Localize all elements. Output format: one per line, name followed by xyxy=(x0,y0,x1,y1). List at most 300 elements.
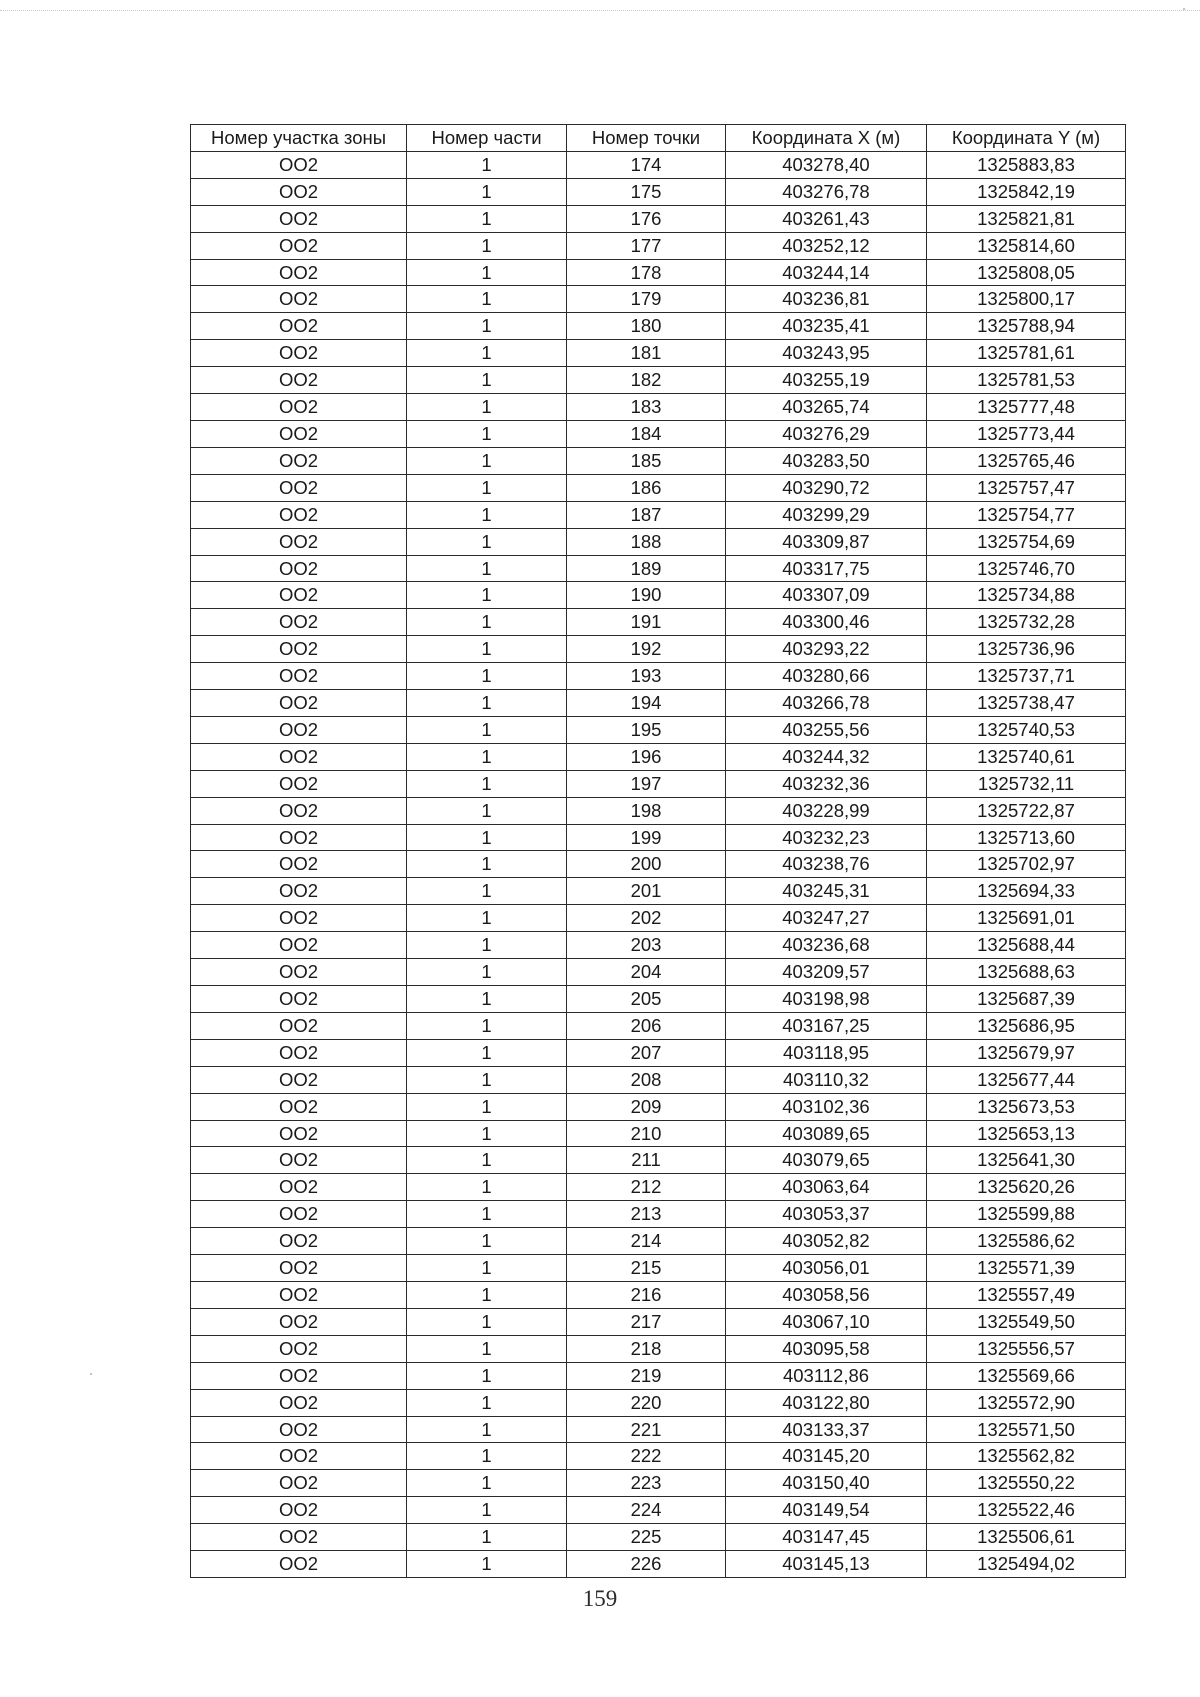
cell-part-number: 1 xyxy=(407,555,567,582)
cell-coordinate-x: 403167,25 xyxy=(726,1012,927,1039)
cell-zone-section: OO2 xyxy=(191,878,407,905)
cell-zone-section: OO2 xyxy=(191,636,407,663)
cell-coordinate-y: 1325506,61 xyxy=(927,1524,1126,1551)
cell-coordinate-y: 1325620,26 xyxy=(927,1174,1126,1201)
cell-part-number: 1 xyxy=(407,1228,567,1255)
cell-coordinate-x: 403067,10 xyxy=(726,1308,927,1335)
cell-coordinate-x: 403198,98 xyxy=(726,986,927,1013)
cell-coordinate-y: 1325569,66 xyxy=(927,1362,1126,1389)
cell-part-number: 1 xyxy=(407,1308,567,1335)
cell-zone-section: OO2 xyxy=(191,1174,407,1201)
cell-zone-section: OO2 xyxy=(191,1362,407,1389)
cell-point-number: 181 xyxy=(567,340,726,367)
cell-coordinate-x: 403276,29 xyxy=(726,420,927,447)
table-row xyxy=(191,1228,1126,1255)
cell-point-number: 185 xyxy=(567,447,726,474)
table-row xyxy=(191,1389,1126,1416)
cell-coordinate-y: 1325691,01 xyxy=(927,905,1126,932)
table-row xyxy=(191,367,1126,394)
coordinates-table xyxy=(190,124,1126,1578)
cell-coordinate-y: 1325599,88 xyxy=(927,1201,1126,1228)
cell-point-number: 226 xyxy=(567,1551,726,1578)
table-row xyxy=(191,743,1126,770)
cell-coordinate-y: 1325556,57 xyxy=(927,1335,1126,1362)
cell-coordinate-y: 1325808,05 xyxy=(927,259,1126,286)
cell-part-number: 1 xyxy=(407,1362,567,1389)
cell-part-number: 1 xyxy=(407,959,567,986)
cell-coordinate-y: 1325586,62 xyxy=(927,1228,1126,1255)
cell-coordinate-y: 1325722,87 xyxy=(927,797,1126,824)
cell-point-number: 219 xyxy=(567,1362,726,1389)
cell-coordinate-x: 403228,99 xyxy=(726,797,927,824)
cell-zone-section: OO2 xyxy=(191,851,407,878)
cell-part-number: 1 xyxy=(407,824,567,851)
cell-point-number: 222 xyxy=(567,1443,726,1470)
cell-point-number: 199 xyxy=(567,824,726,851)
cell-zone-section: OO2 xyxy=(191,420,407,447)
table-row xyxy=(191,340,1126,367)
cell-part-number: 1 xyxy=(407,582,567,609)
cell-point-number: 189 xyxy=(567,555,726,582)
cell-zone-section: OO2 xyxy=(191,447,407,474)
table-row xyxy=(191,1093,1126,1120)
cell-part-number: 1 xyxy=(407,1335,567,1362)
cell-coordinate-x: 403052,82 xyxy=(726,1228,927,1255)
cell-coordinate-y: 1325740,61 xyxy=(927,743,1126,770)
cell-coordinate-y: 1325754,69 xyxy=(927,528,1126,555)
cell-coordinate-y: 1325740,53 xyxy=(927,716,1126,743)
cell-point-number: 177 xyxy=(567,232,726,259)
cell-zone-section: OO2 xyxy=(191,1416,407,1443)
cell-point-number: 208 xyxy=(567,1066,726,1093)
cell-point-number: 196 xyxy=(567,743,726,770)
cell-zone-section: OO2 xyxy=(191,690,407,717)
cell-coordinate-y: 1325734,88 xyxy=(927,582,1126,609)
cell-part-number: 1 xyxy=(407,1281,567,1308)
cell-zone-section: OO2 xyxy=(191,1470,407,1497)
header-point-number: Номер точки xyxy=(567,125,726,152)
table-row xyxy=(191,1012,1126,1039)
cell-zone-section: OO2 xyxy=(191,1066,407,1093)
cell-part-number: 1 xyxy=(407,716,567,743)
cell-coordinate-x: 403122,80 xyxy=(726,1389,927,1416)
cell-coordinate-x: 403276,78 xyxy=(726,178,927,205)
cell-part-number: 1 xyxy=(407,1147,567,1174)
cell-point-number: 182 xyxy=(567,367,726,394)
cell-zone-section: OO2 xyxy=(191,1389,407,1416)
cell-point-number: 187 xyxy=(567,501,726,528)
cell-part-number: 1 xyxy=(407,932,567,959)
cell-point-number: 206 xyxy=(567,1012,726,1039)
cell-part-number: 1 xyxy=(407,474,567,501)
table-row xyxy=(191,1335,1126,1362)
table-row xyxy=(191,986,1126,1013)
cell-coordinate-x: 403232,36 xyxy=(726,770,927,797)
cell-part-number: 1 xyxy=(407,1201,567,1228)
cell-coordinate-y: 1325494,02 xyxy=(927,1551,1126,1578)
cell-coordinate-x: 403238,76 xyxy=(726,851,927,878)
scan-speck xyxy=(90,1373,92,1375)
cell-part-number: 1 xyxy=(407,797,567,824)
cell-coordinate-y: 1325814,60 xyxy=(927,232,1126,259)
cell-coordinate-x: 403089,65 xyxy=(726,1120,927,1147)
cell-zone-section: OO2 xyxy=(191,205,407,232)
scan-edge-line xyxy=(0,10,1200,11)
cell-coordinate-x: 403145,13 xyxy=(726,1551,927,1578)
cell-point-number: 220 xyxy=(567,1389,726,1416)
cell-part-number: 1 xyxy=(407,1551,567,1578)
table-row xyxy=(191,582,1126,609)
cell-coordinate-x: 403317,75 xyxy=(726,555,927,582)
cell-zone-section: OO2 xyxy=(191,1201,407,1228)
cell-point-number: 216 xyxy=(567,1281,726,1308)
table-row xyxy=(191,286,1126,313)
cell-coordinate-x: 403290,72 xyxy=(726,474,927,501)
cell-point-number: 197 xyxy=(567,770,726,797)
table-row xyxy=(191,797,1126,824)
cell-coordinate-y: 1325694,33 xyxy=(927,878,1126,905)
cell-coordinate-x: 403149,54 xyxy=(726,1497,927,1524)
cell-point-number: 205 xyxy=(567,986,726,1013)
table-row xyxy=(191,1524,1126,1551)
cell-point-number: 202 xyxy=(567,905,726,932)
cell-part-number: 1 xyxy=(407,1416,567,1443)
cell-zone-section: OO2 xyxy=(191,1228,407,1255)
table-row xyxy=(191,555,1126,582)
table-row xyxy=(191,878,1126,905)
table-body xyxy=(191,151,1126,1577)
cell-part-number: 1 xyxy=(407,905,567,932)
cell-coordinate-x: 403309,87 xyxy=(726,528,927,555)
cell-part-number: 1 xyxy=(407,851,567,878)
cell-part-number: 1 xyxy=(407,232,567,259)
cell-point-number: 191 xyxy=(567,609,726,636)
cell-point-number: 225 xyxy=(567,1524,726,1551)
cell-coordinate-x: 403063,64 xyxy=(726,1174,927,1201)
table-row xyxy=(191,447,1126,474)
cell-coordinate-x: 403293,22 xyxy=(726,636,927,663)
cell-zone-section: OO2 xyxy=(191,1120,407,1147)
cell-part-number: 1 xyxy=(407,770,567,797)
cell-coordinate-x: 403299,29 xyxy=(726,501,927,528)
table-row xyxy=(191,1497,1126,1524)
cell-coordinate-y: 1325713,60 xyxy=(927,824,1126,851)
cell-coordinate-y: 1325550,22 xyxy=(927,1470,1126,1497)
table-row xyxy=(191,501,1126,528)
cell-part-number: 1 xyxy=(407,1039,567,1066)
table-row xyxy=(191,1147,1126,1174)
table-row xyxy=(191,1174,1126,1201)
table-row xyxy=(191,609,1126,636)
table-row xyxy=(191,959,1126,986)
cell-zone-section: OO2 xyxy=(191,770,407,797)
table-row xyxy=(191,1416,1126,1443)
cell-coordinate-x: 403261,43 xyxy=(726,205,927,232)
cell-part-number: 1 xyxy=(407,1497,567,1524)
cell-zone-section: OO2 xyxy=(191,582,407,609)
table-row xyxy=(191,1281,1126,1308)
table-row xyxy=(191,1443,1126,1470)
cell-part-number: 1 xyxy=(407,528,567,555)
cell-coordinate-y: 1325800,17 xyxy=(927,286,1126,313)
cell-coordinate-y: 1325738,47 xyxy=(927,690,1126,717)
cell-coordinate-y: 1325688,63 xyxy=(927,959,1126,986)
cell-coordinate-y: 1325702,97 xyxy=(927,851,1126,878)
cell-coordinate-y: 1325571,39 xyxy=(927,1255,1126,1282)
cell-part-number: 1 xyxy=(407,367,567,394)
cell-zone-section: OO2 xyxy=(191,259,407,286)
table-row xyxy=(191,905,1126,932)
cell-coordinate-y: 1325673,53 xyxy=(927,1093,1126,1120)
cell-point-number: 192 xyxy=(567,636,726,663)
table-row xyxy=(191,232,1126,259)
cell-coordinate-y: 1325773,44 xyxy=(927,420,1126,447)
table-row xyxy=(191,1255,1126,1282)
cell-coordinate-x: 403232,23 xyxy=(726,824,927,851)
table-row xyxy=(191,151,1126,178)
cell-part-number: 1 xyxy=(407,1524,567,1551)
cell-point-number: 184 xyxy=(567,420,726,447)
cell-part-number: 1 xyxy=(407,259,567,286)
cell-zone-section: OO2 xyxy=(191,340,407,367)
cell-coordinate-x: 403245,31 xyxy=(726,878,927,905)
cell-coordinate-x: 403266,78 xyxy=(726,690,927,717)
cell-coordinate-y: 1325653,13 xyxy=(927,1120,1126,1147)
cell-coordinate-x: 403095,58 xyxy=(726,1335,927,1362)
table-row xyxy=(191,663,1126,690)
cell-coordinate-x: 403209,57 xyxy=(726,959,927,986)
cell-point-number: 178 xyxy=(567,259,726,286)
cell-point-number: 194 xyxy=(567,690,726,717)
table-row xyxy=(191,824,1126,851)
cell-coordinate-y: 1325572,90 xyxy=(927,1389,1126,1416)
table-row xyxy=(191,770,1126,797)
cell-coordinate-y: 1325842,19 xyxy=(927,178,1126,205)
cell-point-number: 180 xyxy=(567,313,726,340)
cell-coordinate-x: 403058,56 xyxy=(726,1281,927,1308)
cell-zone-section: OO2 xyxy=(191,959,407,986)
cell-point-number: 179 xyxy=(567,286,726,313)
header-part-number: Номер части xyxy=(407,125,567,152)
cell-part-number: 1 xyxy=(407,1389,567,1416)
cell-point-number: 198 xyxy=(567,797,726,824)
cell-coordinate-x: 403278,40 xyxy=(726,151,927,178)
cell-coordinate-y: 1325686,95 xyxy=(927,1012,1126,1039)
cell-coordinate-y: 1325737,71 xyxy=(927,663,1126,690)
cell-point-number: 209 xyxy=(567,1093,726,1120)
cell-coordinate-y: 1325562,82 xyxy=(927,1443,1126,1470)
header-zone-section: Номер участка зоны xyxy=(191,125,407,152)
cell-coordinate-x: 403236,81 xyxy=(726,286,927,313)
cell-point-number: 211 xyxy=(567,1147,726,1174)
cell-point-number: 215 xyxy=(567,1255,726,1282)
cell-coordinate-x: 403110,32 xyxy=(726,1066,927,1093)
cell-point-number: 210 xyxy=(567,1120,726,1147)
cell-part-number: 1 xyxy=(407,1255,567,1282)
cell-point-number: 201 xyxy=(567,878,726,905)
cell-coordinate-x: 403053,37 xyxy=(726,1201,927,1228)
cell-coordinate-x: 403079,65 xyxy=(726,1147,927,1174)
cell-coordinate-x: 403300,46 xyxy=(726,609,927,636)
cell-coordinate-y: 1325732,28 xyxy=(927,609,1126,636)
cell-part-number: 1 xyxy=(407,286,567,313)
cell-part-number: 1 xyxy=(407,1443,567,1470)
cell-part-number: 1 xyxy=(407,340,567,367)
cell-coordinate-x: 403252,12 xyxy=(726,232,927,259)
cell-zone-section: OO2 xyxy=(191,1012,407,1039)
cell-coordinate-y: 1325821,81 xyxy=(927,205,1126,232)
cell-point-number: 193 xyxy=(567,663,726,690)
header-coordinate-y: Координата Y (м) xyxy=(927,125,1126,152)
table-row xyxy=(191,716,1126,743)
cell-point-number: 213 xyxy=(567,1201,726,1228)
cell-coordinate-x: 403244,32 xyxy=(726,743,927,770)
table-row xyxy=(191,474,1126,501)
cell-coordinate-x: 403133,37 xyxy=(726,1416,927,1443)
header-coordinate-x: Координата X (м) xyxy=(726,125,927,152)
cell-point-number: 221 xyxy=(567,1416,726,1443)
coordinates-table-container xyxy=(190,124,1125,1578)
cell-coordinate-y: 1325781,53 xyxy=(927,367,1126,394)
table-row xyxy=(191,690,1126,717)
cell-part-number: 1 xyxy=(407,178,567,205)
cell-part-number: 1 xyxy=(407,1470,567,1497)
cell-point-number: 174 xyxy=(567,151,726,178)
cell-point-number: 203 xyxy=(567,932,726,959)
cell-point-number: 176 xyxy=(567,205,726,232)
cell-zone-section: OO2 xyxy=(191,394,407,421)
table-row xyxy=(191,1362,1126,1389)
cell-coordinate-x: 403255,19 xyxy=(726,367,927,394)
cell-coordinate-y: 1325732,11 xyxy=(927,770,1126,797)
table-header-row xyxy=(191,125,1126,152)
cell-point-number: 183 xyxy=(567,394,726,421)
cell-zone-section: OO2 xyxy=(191,474,407,501)
cell-coordinate-y: 1325549,50 xyxy=(927,1308,1126,1335)
cell-zone-section: OO2 xyxy=(191,609,407,636)
cell-part-number: 1 xyxy=(407,663,567,690)
cell-coordinate-y: 1325557,49 xyxy=(927,1281,1126,1308)
cell-zone-section: OO2 xyxy=(191,501,407,528)
cell-coordinate-y: 1325522,46 xyxy=(927,1497,1126,1524)
cell-zone-section: OO2 xyxy=(191,151,407,178)
cell-part-number: 1 xyxy=(407,986,567,1013)
cell-zone-section: OO2 xyxy=(191,1308,407,1335)
cell-part-number: 1 xyxy=(407,1120,567,1147)
cell-coordinate-x: 403244,14 xyxy=(726,259,927,286)
scan-speck xyxy=(1183,8,1185,10)
cell-coordinate-y: 1325677,44 xyxy=(927,1066,1126,1093)
cell-coordinate-y: 1325883,83 xyxy=(927,151,1126,178)
cell-zone-section: OO2 xyxy=(191,1524,407,1551)
cell-zone-section: OO2 xyxy=(191,743,407,770)
cell-zone-section: OO2 xyxy=(191,1443,407,1470)
cell-part-number: 1 xyxy=(407,690,567,717)
table-row xyxy=(191,1120,1126,1147)
table-row xyxy=(191,932,1126,959)
cell-point-number: 207 xyxy=(567,1039,726,1066)
cell-point-number: 195 xyxy=(567,716,726,743)
cell-part-number: 1 xyxy=(407,1093,567,1120)
cell-coordinate-x: 403056,01 xyxy=(726,1255,927,1282)
table-row xyxy=(191,420,1126,447)
cell-zone-section: OO2 xyxy=(191,528,407,555)
cell-coordinate-x: 403280,66 xyxy=(726,663,927,690)
cell-coordinate-x: 403265,74 xyxy=(726,394,927,421)
cell-coordinate-y: 1325679,97 xyxy=(927,1039,1126,1066)
cell-zone-section: OO2 xyxy=(191,1335,407,1362)
table-row xyxy=(191,394,1126,421)
cell-zone-section: OO2 xyxy=(191,555,407,582)
table-row xyxy=(191,178,1126,205)
table-row xyxy=(191,1066,1126,1093)
cell-zone-section: OO2 xyxy=(191,367,407,394)
cell-part-number: 1 xyxy=(407,313,567,340)
cell-coordinate-x: 403255,56 xyxy=(726,716,927,743)
cell-coordinate-x: 403307,09 xyxy=(726,582,927,609)
cell-part-number: 1 xyxy=(407,609,567,636)
cell-part-number: 1 xyxy=(407,1066,567,1093)
cell-point-number: 223 xyxy=(567,1470,726,1497)
cell-zone-section: OO2 xyxy=(191,178,407,205)
table-row xyxy=(191,851,1126,878)
table-row xyxy=(191,1308,1126,1335)
cell-coordinate-y: 1325571,50 xyxy=(927,1416,1126,1443)
cell-coordinate-y: 1325765,46 xyxy=(927,447,1126,474)
table-row xyxy=(191,1551,1126,1578)
cell-zone-section: OO2 xyxy=(191,663,407,690)
cell-zone-section: OO2 xyxy=(191,716,407,743)
cell-coordinate-y: 1325687,39 xyxy=(927,986,1126,1013)
cell-coordinate-y: 1325757,47 xyxy=(927,474,1126,501)
cell-zone-section: OO2 xyxy=(191,1281,407,1308)
cell-part-number: 1 xyxy=(407,447,567,474)
table-row xyxy=(191,636,1126,663)
cell-part-number: 1 xyxy=(407,501,567,528)
cell-zone-section: OO2 xyxy=(191,905,407,932)
cell-point-number: 218 xyxy=(567,1335,726,1362)
cell-point-number: 224 xyxy=(567,1497,726,1524)
cell-coordinate-x: 403147,45 xyxy=(726,1524,927,1551)
cell-part-number: 1 xyxy=(407,394,567,421)
cell-coordinate-x: 403283,50 xyxy=(726,447,927,474)
cell-coordinate-x: 403102,36 xyxy=(726,1093,927,1120)
cell-part-number: 1 xyxy=(407,420,567,447)
cell-point-number: 204 xyxy=(567,959,726,986)
cell-coordinate-x: 403145,20 xyxy=(726,1443,927,1470)
cell-coordinate-y: 1325688,44 xyxy=(927,932,1126,959)
cell-coordinate-x: 403118,95 xyxy=(726,1039,927,1066)
cell-zone-section: OO2 xyxy=(191,313,407,340)
cell-coordinate-x: 403243,95 xyxy=(726,340,927,367)
cell-zone-section: OO2 xyxy=(191,986,407,1013)
cell-zone-section: OO2 xyxy=(191,1497,407,1524)
table-row xyxy=(191,1470,1126,1497)
cell-zone-section: OO2 xyxy=(191,1093,407,1120)
cell-zone-section: OO2 xyxy=(191,824,407,851)
table-row xyxy=(191,528,1126,555)
cell-coordinate-y: 1325746,70 xyxy=(927,555,1126,582)
cell-part-number: 1 xyxy=(407,636,567,663)
cell-point-number: 212 xyxy=(567,1174,726,1201)
cell-zone-section: OO2 xyxy=(191,1039,407,1066)
cell-zone-section: OO2 xyxy=(191,286,407,313)
cell-part-number: 1 xyxy=(407,205,567,232)
table-row xyxy=(191,259,1126,286)
cell-coordinate-x: 403150,40 xyxy=(726,1470,927,1497)
cell-point-number: 175 xyxy=(567,178,726,205)
cell-point-number: 214 xyxy=(567,1228,726,1255)
